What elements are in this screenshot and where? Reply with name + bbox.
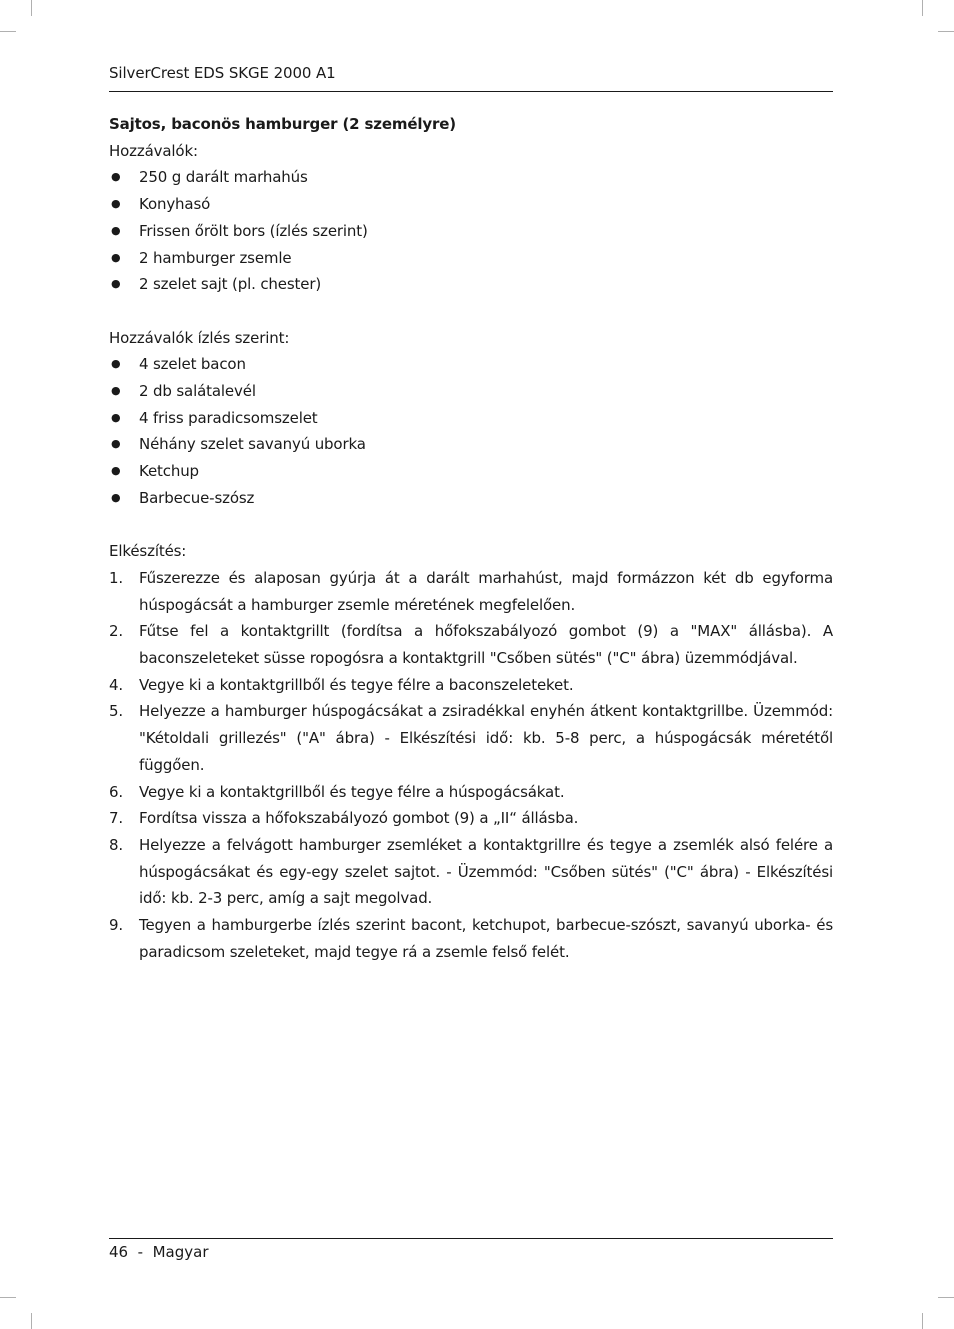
ingredient-text: 4 szelet bacon — [139, 355, 246, 374]
step-item — [109, 565, 833, 618]
ingredient-text: 2 hamburger zsemle — [139, 248, 292, 267]
list-item — [109, 271, 833, 298]
ingredient-text: Frissen őrölt bors (ízlés szerint) — [139, 221, 368, 240]
ingredient-text: Ketchup — [139, 462, 199, 481]
bullet-icon: ● — [111, 490, 121, 504]
recipe-content — [109, 111, 833, 965]
preparation-label: Elkészítés: — [109, 542, 187, 561]
list-item — [109, 218, 833, 245]
ingredients-list — [109, 164, 833, 298]
list-item — [109, 431, 833, 458]
bullet-icon: ● — [111, 197, 121, 211]
step-number: 2. — [109, 622, 124, 641]
step-number: 9. — [109, 916, 124, 935]
ingredient-text: 4 friss paradicsomszelet — [139, 408, 318, 427]
optional-ingredients-label: Hozzávalók ízlés szerint: — [109, 328, 290, 347]
ingredient-text: 2 db salátalevél — [139, 382, 256, 401]
spacer — [109, 512, 833, 539]
bullet-icon: ● — [111, 384, 121, 398]
ingredient-text: Néhány szelet savanyú uborka — [139, 435, 366, 454]
ingredient-text: Barbecue-szósz — [139, 488, 255, 507]
step-item — [109, 779, 833, 806]
step-text: Fűtse fel a kontaktgrillt (fordítsa a hőfokszabályozó gombot (9) a "MAX" állásba). A baconszeleteket süsse ropogósra a kontaktgrill "Csőben sütés" ("C" ábra) üzemmódjával. — [139, 622, 833, 668]
step-item — [109, 912, 833, 965]
list-item — [109, 458, 833, 485]
list-item — [109, 191, 833, 218]
step-text: Tegyen a hamburgerbe ízlés szerint bacont, ketchupot, barbecue-szószt, savanyú uborka- és paradicsom szeleteket, majd tegye rá a zsemle felső felét. — [139, 916, 833, 961]
step-item — [109, 672, 833, 699]
step-item — [109, 805, 833, 832]
page-header-title: SilverCrest EDS SKGE 2000 A1 — [109, 64, 336, 82]
step-text: Vegye ki a kontaktgrillből és tegye félre a húspogácsákat. — [139, 782, 565, 801]
crop-mark — [938, 31, 954, 32]
step-text: Helyezze a felvágott hamburger zsemléket a kontaktgrillre és tegye a zsemlék alsó felére a húspogácsákat és egy-egy szelet sajtot. - Üzemmód: "Csőben sütés" ("C" ábra) - Elkészítési idő: kb. 2-3 perc, amíg a sajt megolvad. — [139, 835, 833, 908]
step-number: 6. — [109, 782, 124, 801]
crop-mark — [31, 0, 32, 16]
bullet-icon: ● — [111, 357, 121, 371]
list-item — [109, 378, 833, 405]
bullet-icon: ● — [111, 277, 121, 291]
crop-mark — [0, 1297, 16, 1298]
step-text: Fordítsa vissza a hőfokszabályozó gombot (9) a „II“ állásba. — [139, 809, 579, 828]
step-text: Fűszerezze és alaposan gyúrja át a darált marhahúst, majd formázzon két db egyforma húspogácsát a hamburger zsemle méretének megfelelően. — [139, 568, 833, 614]
page-footer — [109, 1243, 209, 1261]
bullet-icon: ● — [111, 437, 121, 451]
step-item — [109, 618, 833, 671]
footer-language: Magyar — [152, 1243, 209, 1261]
step-number: 5. — [109, 702, 124, 721]
step-text: Vegye ki a kontaktgrillből és tegye félre a baconszeleteket. — [139, 675, 574, 694]
step-text: Helyezze a hamburger húspogácsákat a zsiradékkal enyhén átkent kontaktgrillbe. Üzemmód: "Kétoldali grillezés" ("A" ábra) - Elkészítési idő: kb. 5-8 perc, a húspogácsák méretétől függően. — [139, 702, 833, 774]
ingredient-text: 250 g darált marhahús — [139, 168, 308, 187]
bullet-icon: ● — [111, 250, 121, 264]
list-item — [109, 164, 833, 191]
page-number: 46 — [109, 1243, 129, 1261]
bullet-icon: ● — [111, 464, 121, 478]
crop-mark — [31, 1313, 32, 1329]
step-item — [109, 832, 833, 912]
crop-mark — [922, 1313, 923, 1329]
footer-rule — [109, 1238, 833, 1239]
step-number: 4. — [109, 675, 124, 694]
crop-mark — [938, 1297, 954, 1298]
bullet-icon: ● — [111, 223, 121, 237]
recipe-title: Sajtos, baconös hamburger (2 személyre) — [109, 115, 457, 133]
ingredient-text: Konyhasó — [139, 195, 211, 214]
footer-separator: - — [137, 1243, 144, 1261]
list-item — [109, 405, 833, 432]
list-item — [109, 351, 833, 378]
crop-mark — [0, 31, 16, 32]
preparation-steps — [109, 565, 833, 966]
spacer — [109, 298, 833, 325]
bullet-icon: ● — [111, 410, 121, 424]
step-number: 7. — [109, 809, 124, 828]
step-item — [109, 698, 833, 778]
bullet-icon: ● — [111, 170, 121, 184]
list-item — [109, 245, 833, 272]
step-number: 8. — [109, 835, 124, 854]
ingredients-label: Hozzávalók: — [109, 141, 198, 160]
optional-ingredients-list — [109, 351, 833, 511]
header-rule — [109, 91, 833, 92]
list-item — [109, 485, 833, 512]
ingredient-text: 2 szelet sajt (pl. chester) — [139, 275, 322, 294]
crop-mark — [922, 0, 923, 16]
step-number: 1. — [109, 568, 124, 587]
